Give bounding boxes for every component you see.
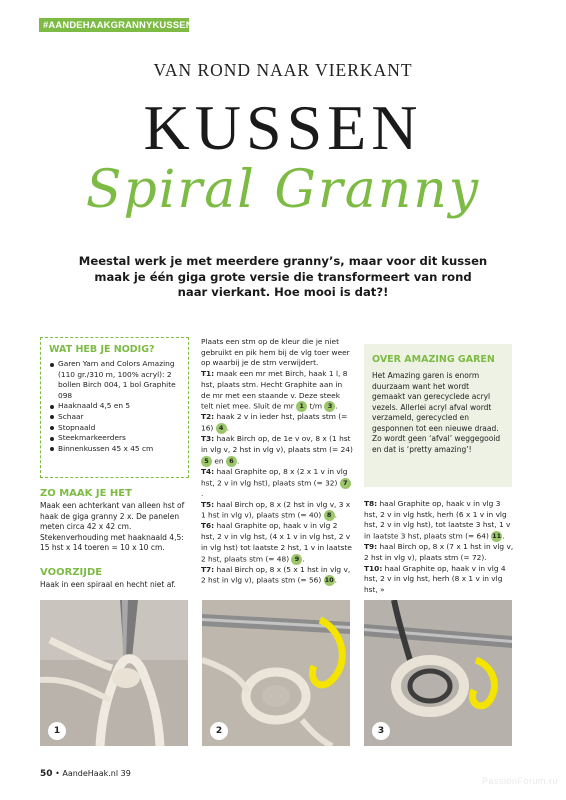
list-item: Binnenkussen 45 x 45 cm xyxy=(49,444,180,455)
materials-list xyxy=(49,359,180,454)
step-badge-11: 11 xyxy=(492,532,502,541)
amazing-text: Het Amazing garen is enorm duurzaam want het wordt gemaakt van gerecyclede acryl vezels. Allerlei acryl afval wordt verzameld, gerecycled en gesponnen tot een nieuwe draad. Zo wordt geen ‘afval’ weggegooid en dat is ‘pretty amazing’! xyxy=(372,371,501,454)
photo-number: 3 xyxy=(372,722,390,740)
page-title: KUSSEN xyxy=(143,92,423,163)
materials-heading: WAT HEB JE NODIG? xyxy=(49,344,155,355)
list-item: Schaar xyxy=(49,412,180,423)
step-photo-1 xyxy=(40,600,188,746)
step-photo-3 xyxy=(364,600,512,746)
hashtag-banner: #AANDEHAAKGRANNYKUSSEN xyxy=(39,18,189,32)
row-3: T3: haak Birch op, de 1e v ov, 8 x (1 hst in vlg v, 2 hst in vlg v), plaats stm (= 24) 5 en 6 . xyxy=(201,434,353,466)
photo-number: 1 xyxy=(48,722,66,740)
list-item: Garen Yarn and Colors Amazing (110 gr./310 m, 100% acryl): 2 bollen Birch 004, 1 bol Graphite 098 xyxy=(49,359,180,401)
photo-number: 2 xyxy=(210,722,228,740)
step-badge-1: 1 xyxy=(296,401,307,412)
magazine-name: AandeHaak.nl 39 xyxy=(62,769,131,778)
instructions-column-2 xyxy=(201,337,353,587)
step-badge-8: 8 xyxy=(324,510,335,521)
amazing-heading: OVER AMAZING GAREN xyxy=(372,354,495,365)
step-badge-4: 4 xyxy=(216,423,227,434)
row-8: T8: haal Graphite op, haak v in vlg 3 hst, 2 v in vlg hstk, herh (6 x 1 v in vlg hst, 2 v in vlg hst), tot laatste 3 hst, 1 v in laatste 3 hst, plaats stm (= 64) 11. xyxy=(364,499,511,541)
kicker-heading: VAN ROND NAAR VIERKANT xyxy=(153,60,413,80)
row-9: T9: haal Birch op, 8 x (7 x 1 hst in vlg v, 2 hst in vlg v), plaats stm (= 72). xyxy=(364,542,514,563)
front-heading: VOORZIJDE xyxy=(40,567,103,578)
watermark: PassionForum.ru xyxy=(481,776,558,786)
instruction-paragraph: Plaats een stm op de kleur die je niet gebruikt en pik hem bij de vlg toer weer op waarbij je de stm verwijdert. xyxy=(201,337,350,368)
step-badge-6: 6 xyxy=(226,456,237,467)
materials-box xyxy=(40,337,189,478)
how-heading: ZO MAAK JE HET xyxy=(40,488,132,499)
amazing-yarn-box xyxy=(364,344,512,487)
step-badge-10: 10 xyxy=(324,576,334,585)
row-7: T7: haal Birch op, 8 x (5 x 1 hst in vlg v, 2 hst in vlg v), plaats stm (= 56) 10. xyxy=(201,564,351,585)
page-number: 50 xyxy=(40,769,53,779)
list-item: Stopnaald xyxy=(49,423,180,434)
instructions-column-3 xyxy=(364,499,516,596)
step-photo-2 xyxy=(202,600,350,746)
step-badge-3: 3 xyxy=(324,401,335,412)
step-badge-7: 7 xyxy=(340,478,351,489)
row-6: T6: haal Graphite op, haak v in vlg 2 hst, 2 v in vlg hst, (4 x 1 v in vlg hst, 2 v in vlg hst) tot laatste 2 hst, 1 v in laatste 2 hst, plaats stm (= 48) 9 . xyxy=(201,521,352,564)
intro-text: Meestal werk je met meerdere granny’s, maar voor dit kussen maak je één giga grote versie die transformeert van rond naar vierkant. Hoe mooi is dat?! xyxy=(78,254,488,299)
list-item: Steekmarkeerders xyxy=(49,433,180,444)
step-badge-9: 9 xyxy=(291,554,302,565)
row-10: T10: haal Graphite op, haak v in vlg 4 hst, 2 v in vlg hst, herh (8 x 1 v in vlg hst, » xyxy=(364,563,506,595)
page-footer: 50 • AandeHaak.nl 39 xyxy=(40,769,131,779)
row-2: T2: haak 2 v in ieder hst, plaats stm (= 16) 4 . xyxy=(201,412,348,433)
step-badge-5: 5 xyxy=(201,456,212,467)
front-text: Haak in een spiraal en hecht niet af. xyxy=(40,580,176,589)
continue-arrow: » xyxy=(380,585,385,595)
row-1: T1: maak een mr met Birch, haak 1 l, 8 hst, plaats stm. Hecht Graphite aan in de mr met een staande v. Deze steek telt niet mee. Sluit de mr 1 t/m 3 . xyxy=(201,369,348,411)
row-4: T4: haal Graphite op, 8 x (2 x 1 v in vlg hst, 2 v in vlg hst), plaats stm (= 32) 7. xyxy=(201,467,353,500)
script-title: Spiral Granny xyxy=(85,160,481,220)
how-text: Maak een achterkant van alleen hst of haak de giga granny 2 x. De panelen meten circa 42 x 42 cm. Stekenverhouding met haaknaald 4,5: 15 hst x 14 toeren = 10 x 10 cm. xyxy=(40,501,185,552)
row-5: T5: haal Birch op, 8 x (2 hst in vlg v, 3 x 1 hst in vlg v), plaats stm (= 40) 8 . xyxy=(201,499,351,520)
list-item: Haaknaald 4,5 en 5 xyxy=(49,401,180,412)
